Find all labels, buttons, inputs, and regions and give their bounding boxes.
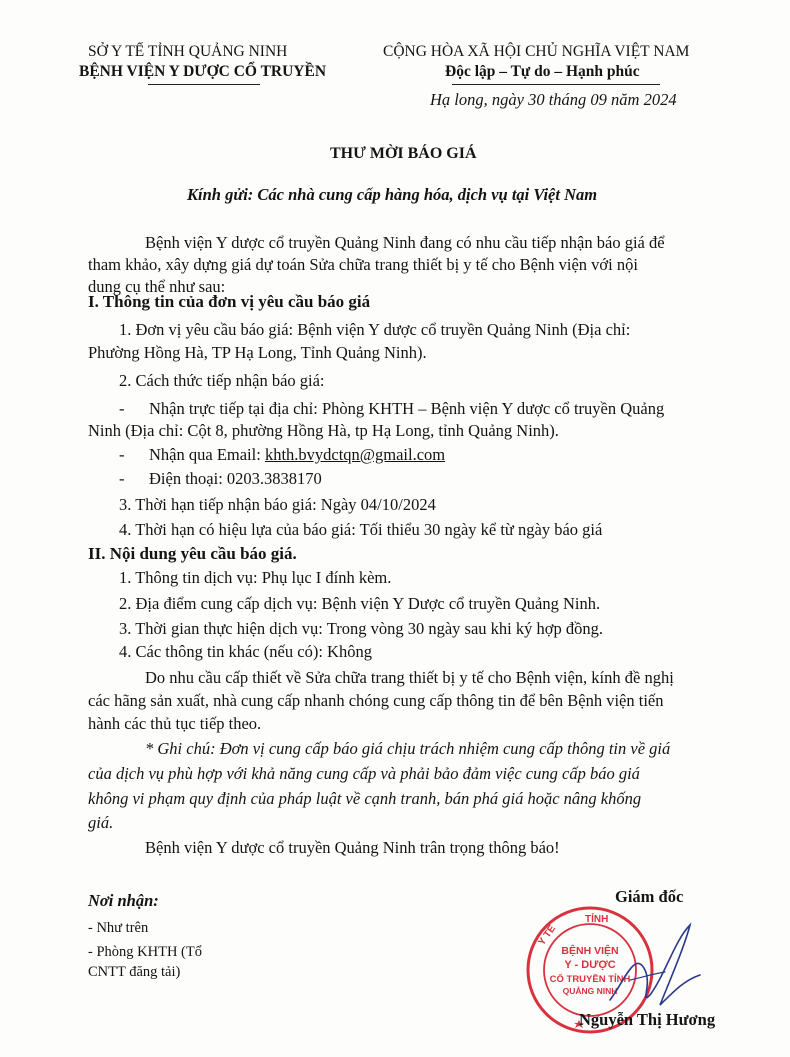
country-name: CỘNG HÒA XÃ HỘI CHỦ NGHĨA VIỆT NAM (383, 43, 690, 60)
phone-line: - Điện thoại: 0203.3838170 (119, 469, 322, 488)
note-line-2: của dịch vụ phù hợp với khả năng cung cấp và phải bảo đảm việc cung cấp báo giá (88, 764, 640, 783)
note-line-4: giá. (88, 813, 114, 832)
closing-line: Bệnh viện Y dược cổ truyền Quảng Ninh trân trọng thông báo! (145, 838, 560, 857)
section-1-item-1-line-2: Phường Hồng Hà, TP Hạ Long, Tỉnh Quảng Ninh). (88, 343, 427, 362)
document-title: THƯ MỜI BÁO GIÁ (330, 145, 477, 162)
stamp-line-4: QUẢNG NINH (562, 986, 618, 996)
intro-line-2: tham khảo, xây dựng giá dự toán Sửa chữa trang thiết bị y tế cho Bệnh viện với nội (88, 255, 638, 274)
stamp-line-3: CỔ TRUYỀN TỈNH (549, 974, 631, 985)
bullet-dash: - (119, 399, 125, 418)
intro-line-3: dung cụ thể như sau: (88, 277, 226, 296)
direct-receipt-line-2: Ninh (Địa chỉ: Cột 8, phường Hồng Hà, tp Hạ Long, tỉnh Quảng Ninh). (88, 421, 559, 440)
recipient-2-line-1: - Phòng KHTH (Tổ (88, 944, 202, 960)
section-1-item-1-line-1: 1. Đơn vị yêu cầu báo giá: Bệnh viện Y dược cổ truyền Quảng Ninh (Địa chỉ: (119, 320, 631, 339)
bullet-dash: - (119, 469, 125, 488)
recipient-2-line-2: CNTT đăng tải) (88, 964, 181, 980)
signer-name: Nguyễn Thị Hương (579, 1010, 716, 1029)
section-2-item-2: 2. Địa điểm cung cấp dịch vụ: Bệnh viện Y Dược cổ truyền Quảng Ninh. (119, 594, 601, 613)
section-1-heading: I. Thông tin của đơn vị yêu cầu báo giá (88, 292, 371, 311)
section-2-heading: II. Nội dung yêu cầu báo giá. (88, 544, 297, 563)
date-line: Hạ long, ngày 30 tháng 09 năm 2024 (430, 90, 677, 109)
intro-line-1: Bệnh viện Y dược cổ truyền Quảng Ninh đang có nhu cầu tiếp nhận báo giá để (145, 233, 665, 252)
section-1-item-4: 4. Thời hạn có hiệu lựa của báo giá: Tối thiểu 30 ngày kể từ ngày báo giá (119, 520, 603, 539)
note-line-3: không vi phạm quy định của pháp luật về cạnh tranh, bán phá giá hoặc nâng khống (88, 789, 642, 808)
section-2-item-3: 3. Thời gian thực hiện dịch vụ: Trong vòng 30 ngày sau khi ký hợp đồng. (119, 619, 603, 638)
right-header-underline (452, 84, 660, 85)
section-2-item-4: 4. Các thông tin khác (nếu có): Không (119, 642, 372, 661)
request-paragraph-line-2: các hãng sản xuất, nhà cung cấp nhanh chóng cung cấp thông tin để bên Bệnh viện tiến (88, 691, 664, 710)
note-line-1: * Ghi chú: Đơn vị cung cấp báo giá chịu trách nhiệm cung cấp thông tin về giá (145, 739, 671, 758)
section-1-item-3: 3. Thời hạn tiếp nhận báo giá: Ngày 04/10/2024 (119, 495, 436, 514)
direct-receipt-line-1: - Nhận trực tiếp tại địa chỉ: Phòng KHTH – Bệnh viện Y dược cổ truyền Quảng (119, 399, 665, 418)
stamp-top-arc: TỈNH (585, 914, 609, 925)
email-line: - Nhận qua Email: khth.bvydctqn@gmail.com (119, 445, 446, 464)
section-1-item-2: 2. Cách thức tiếp nhận báo giá: (119, 371, 325, 390)
recipients-heading: Nơi nhận: (88, 891, 159, 910)
stamp-line-2: Y - DƯỢC (564, 959, 616, 971)
recipient-1: - Như trên (88, 920, 149, 936)
stamp-line-1: BỆNH VIỆN (561, 945, 619, 957)
salutation: Kính gửi: Các nhà cung cấp hàng hóa, dịch vụ tại Việt Nam (187, 185, 598, 204)
motto: Độc lập – Tự do – Hạnh phúc (445, 63, 640, 80)
agency-name: SỞ Y TẾ TỈNH QUẢNG NINH (88, 43, 288, 60)
section-2-item-1: 1. Thông tin dịch vụ: Phụ lục I đính kèm. (119, 568, 392, 587)
left-header-underline (148, 84, 260, 85)
hospital-name: BỆNH VIỆN Y DƯỢC CỔ TRUYỀN (79, 63, 327, 80)
email-link[interactable]: khth.bvydctqn@gmail.com (264, 445, 446, 464)
stamp-left-arc: Y TẾ (536, 923, 559, 948)
request-paragraph-line-3: hành các thủ tục tiếp theo. (88, 714, 262, 733)
handwritten-signature (590, 910, 710, 1020)
bullet-dash: - (119, 445, 125, 464)
request-paragraph-line-1: Do nhu cầu cấp thiết về Sửa chữa trang thiết bị y tế cho Bệnh viện, kính đề nghị (145, 668, 674, 687)
signer-role: Giám đốc (615, 887, 684, 906)
